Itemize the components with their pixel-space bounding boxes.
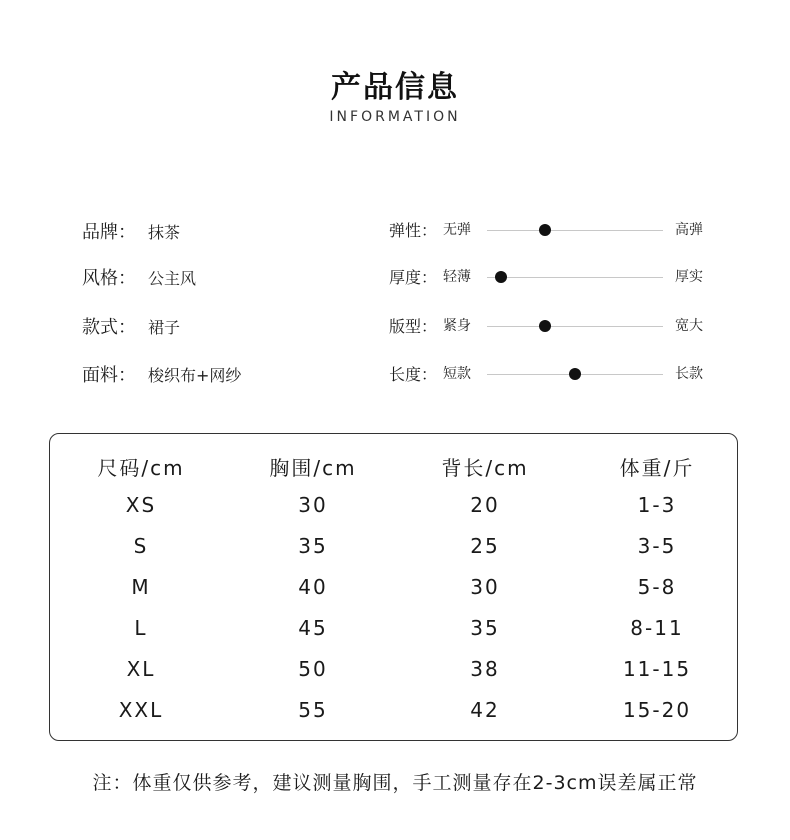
table-cell: XS: [125, 493, 157, 517]
scale-row-length: [389, 362, 719, 390]
info-label: 款式：: [82, 317, 136, 338]
info-value: 公主风: [148, 269, 197, 288]
scale-track: [487, 230, 663, 231]
scale-min-label: 无弹: [443, 222, 471, 238]
info-value: 梭织布+网纱: [148, 366, 242, 385]
scale-indicator-dot: [569, 368, 581, 380]
page-subtitle: INFORMATION: [329, 109, 461, 125]
scale-label: 长度：: [389, 365, 438, 384]
scale-track: [487, 374, 663, 375]
scale-row-fit: [389, 314, 719, 342]
table-cell: 35: [298, 534, 328, 558]
info-label: 风格：: [82, 268, 136, 289]
scale-min-label: 紧身: [443, 318, 471, 334]
scale-max-label: 厚实: [675, 269, 703, 285]
scale-indicator-dot: [539, 224, 551, 236]
info-value: 裙子: [148, 318, 181, 337]
table-cell: 20: [470, 493, 500, 517]
scale-max-label: 宽大: [675, 318, 703, 334]
table-cell: M: [131, 575, 151, 599]
table-cell: 50: [298, 657, 328, 681]
scale-indicator-dot: [539, 320, 551, 332]
table-header-cell: 背长/cm: [441, 456, 529, 480]
table-cell: L: [134, 616, 148, 640]
table-cell: 3-5: [637, 534, 677, 558]
scale-max-label: 高弹: [675, 222, 703, 238]
scale-label: 版型：: [389, 317, 438, 336]
table-header-cell: 胸围/cm: [269, 456, 357, 480]
info-value: 抹茶: [148, 223, 181, 242]
table-cell: 8-11: [630, 616, 684, 640]
scale-min-label: 轻薄: [443, 269, 471, 285]
table-cell: 45: [298, 616, 328, 640]
table-cell: 11-15: [622, 657, 692, 681]
table-cell: 15-20: [622, 698, 692, 722]
page-title: 产品信息: [331, 70, 459, 105]
scale-track: [487, 277, 663, 278]
scale-row-thickness: [389, 265, 719, 293]
size-table: [49, 433, 738, 741]
scale-label: 弹性：: [389, 221, 438, 240]
table-header-cell: 体重/斤: [619, 456, 695, 480]
table-cell: 1-3: [637, 493, 677, 517]
scale-indicator-dot: [495, 271, 507, 283]
table-cell: 38: [470, 657, 500, 681]
scale-track: [487, 326, 663, 327]
table-cell: 30: [470, 575, 500, 599]
measurement-note: 注：体重仅供参考，建议测量胸围，手工测量存在2-3cm误差属正常: [92, 772, 698, 794]
table-cell: 40: [298, 575, 328, 599]
scale-row-elasticity: [389, 218, 719, 246]
scale-label: 厚度：: [389, 268, 438, 287]
scale-max-label: 长款: [675, 366, 703, 382]
table-cell: 5-8: [637, 575, 677, 599]
table-cell: S: [133, 534, 149, 558]
table-cell: 30: [298, 493, 328, 517]
table-cell: XXL: [118, 698, 164, 722]
scale-min-label: 短款: [443, 366, 471, 382]
table-cell: 42: [470, 698, 500, 722]
table-header-cell: 尺码/cm: [97, 456, 185, 480]
info-label: 品牌：: [82, 222, 136, 243]
info-label: 面料：: [82, 365, 136, 386]
table-cell: 55: [298, 698, 328, 722]
table-cell: 25: [470, 534, 500, 558]
table-cell: 35: [470, 616, 500, 640]
table-cell: XL: [126, 657, 156, 681]
